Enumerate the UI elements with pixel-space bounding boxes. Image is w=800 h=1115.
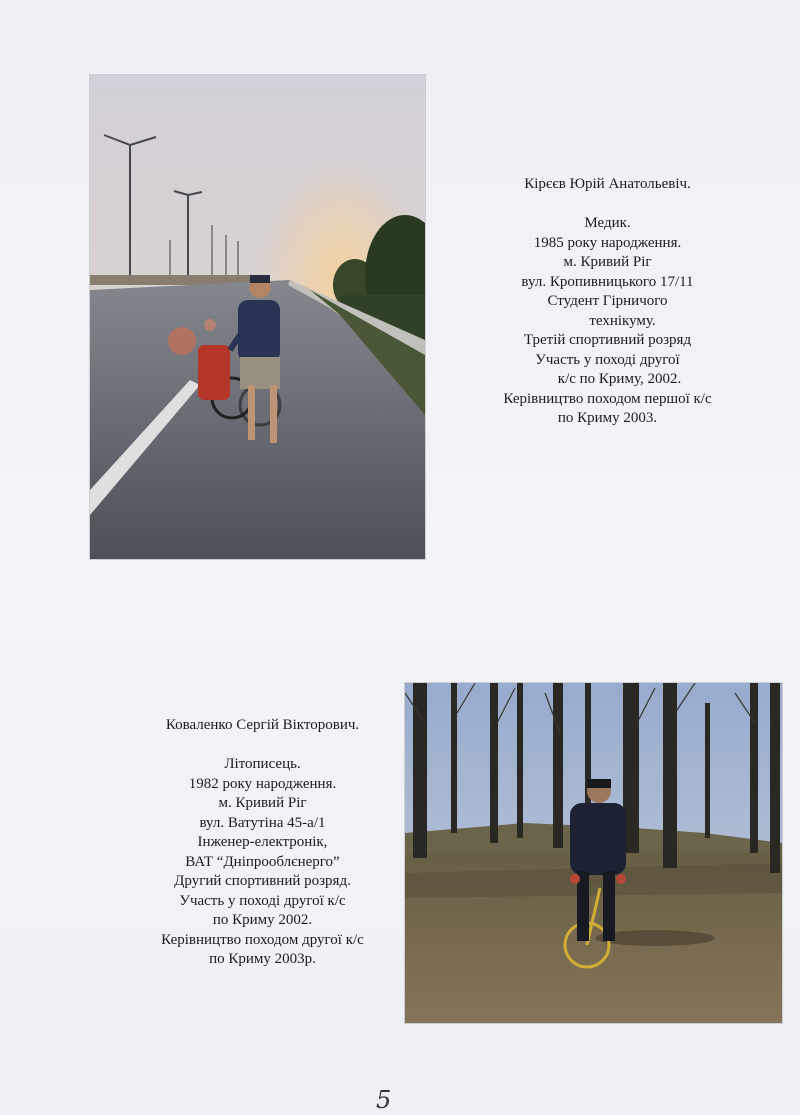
bio-line: 1982 року народження. (188, 775, 337, 792)
bio-line: Другий спортивний розряд. (174, 873, 351, 889)
person-name: Кірєєв Юрій Анатольевіч. (524, 176, 691, 192)
bio-line: Участь у поході другої к/с (179, 892, 346, 909)
bio-line: Студент Гірничого (547, 293, 668, 309)
bio-line: Літописець. (224, 756, 301, 772)
bio-line: Керівництво походом другої к/с (161, 931, 364, 948)
bio-kovalenko (120, 716, 405, 970)
bio-line: ВАТ “Дніпрооблєнерго” (185, 853, 340, 870)
bio-line: вул. Кропивницького 17/11 (521, 273, 694, 290)
bio-line: по Криму 2003. (557, 410, 658, 426)
bio-line: Третій спортивний розряд (523, 332, 692, 348)
bio-kireev (470, 175, 745, 429)
cyclist-park-photo (405, 683, 782, 1023)
bio-line: Інженер-електронік, (197, 834, 328, 850)
bio-line: Медик. (584, 215, 631, 231)
bio-line: к/с по Криму, 2002. (557, 371, 682, 387)
bio-line: технікуму. (589, 312, 656, 329)
person-name: Коваленко Сергій Вікторович. (165, 717, 360, 733)
bio-line: Керівництво походом першої к/с (503, 390, 712, 407)
page-number: 5 (376, 1086, 392, 1114)
bio-line: Участь у поході другої (535, 351, 680, 368)
bio-line: 1985 року народження. (533, 234, 682, 251)
bio-line: м. Кривий Ріг (563, 254, 652, 270)
bio-line: м. Кривий Ріг (218, 795, 307, 811)
bio-line: по Криму 2003р. (209, 951, 316, 967)
cyclist-highway-photo (90, 75, 425, 559)
bio-line: по Криму 2002. (212, 912, 313, 928)
bio-line: вул. Ватутіна 45-а/1 (199, 814, 326, 831)
